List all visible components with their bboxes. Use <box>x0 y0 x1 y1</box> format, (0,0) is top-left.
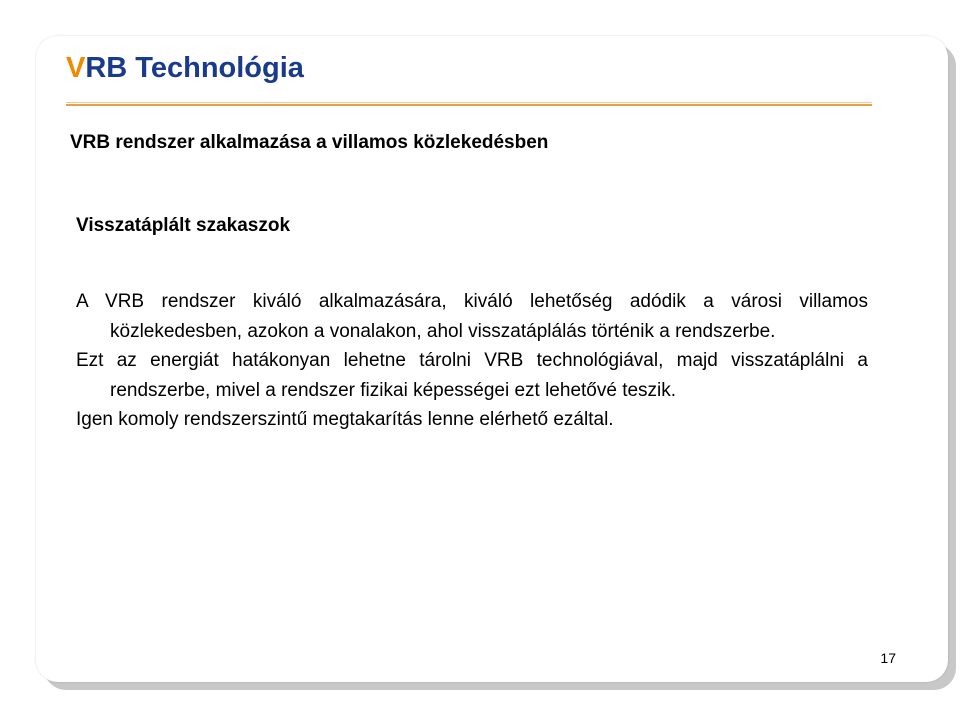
page-number: 17 <box>880 650 896 666</box>
body-paragraph-2: Ezt az energiát hatákonyan lehetne tárolni VRB technológiával, majd visszatáplálni a rendszerbe, mivel a rendszer fizikai képességei ezt lehetővé teszik. <box>76 350 868 401</box>
section-heading: Visszatáplált szakaszok <box>76 215 291 236</box>
slide-subtitle: VRB rendszer alkalmazása a villamos közlekedésben <box>70 132 549 153</box>
slide-title <box>66 52 304 85</box>
title-underline <box>66 102 872 106</box>
slide-body <box>76 287 868 435</box>
body-paragraph-3: Igen komoly rendszerszintű megtakarítás lenne elérhető ezáltal. <box>76 409 614 430</box>
title-accent-letter: V <box>66 52 86 84</box>
title-text: RB Technológia <box>85 52 304 84</box>
body-paragraph-1: A VRB rendszer kiváló alkalmazására, kiváló lehetőség adódik a városi villamos közlekedesben, azokon a vonalakon, ahol visszatáplálás történik a rendszerbe. <box>76 291 868 342</box>
slide <box>36 36 948 682</box>
